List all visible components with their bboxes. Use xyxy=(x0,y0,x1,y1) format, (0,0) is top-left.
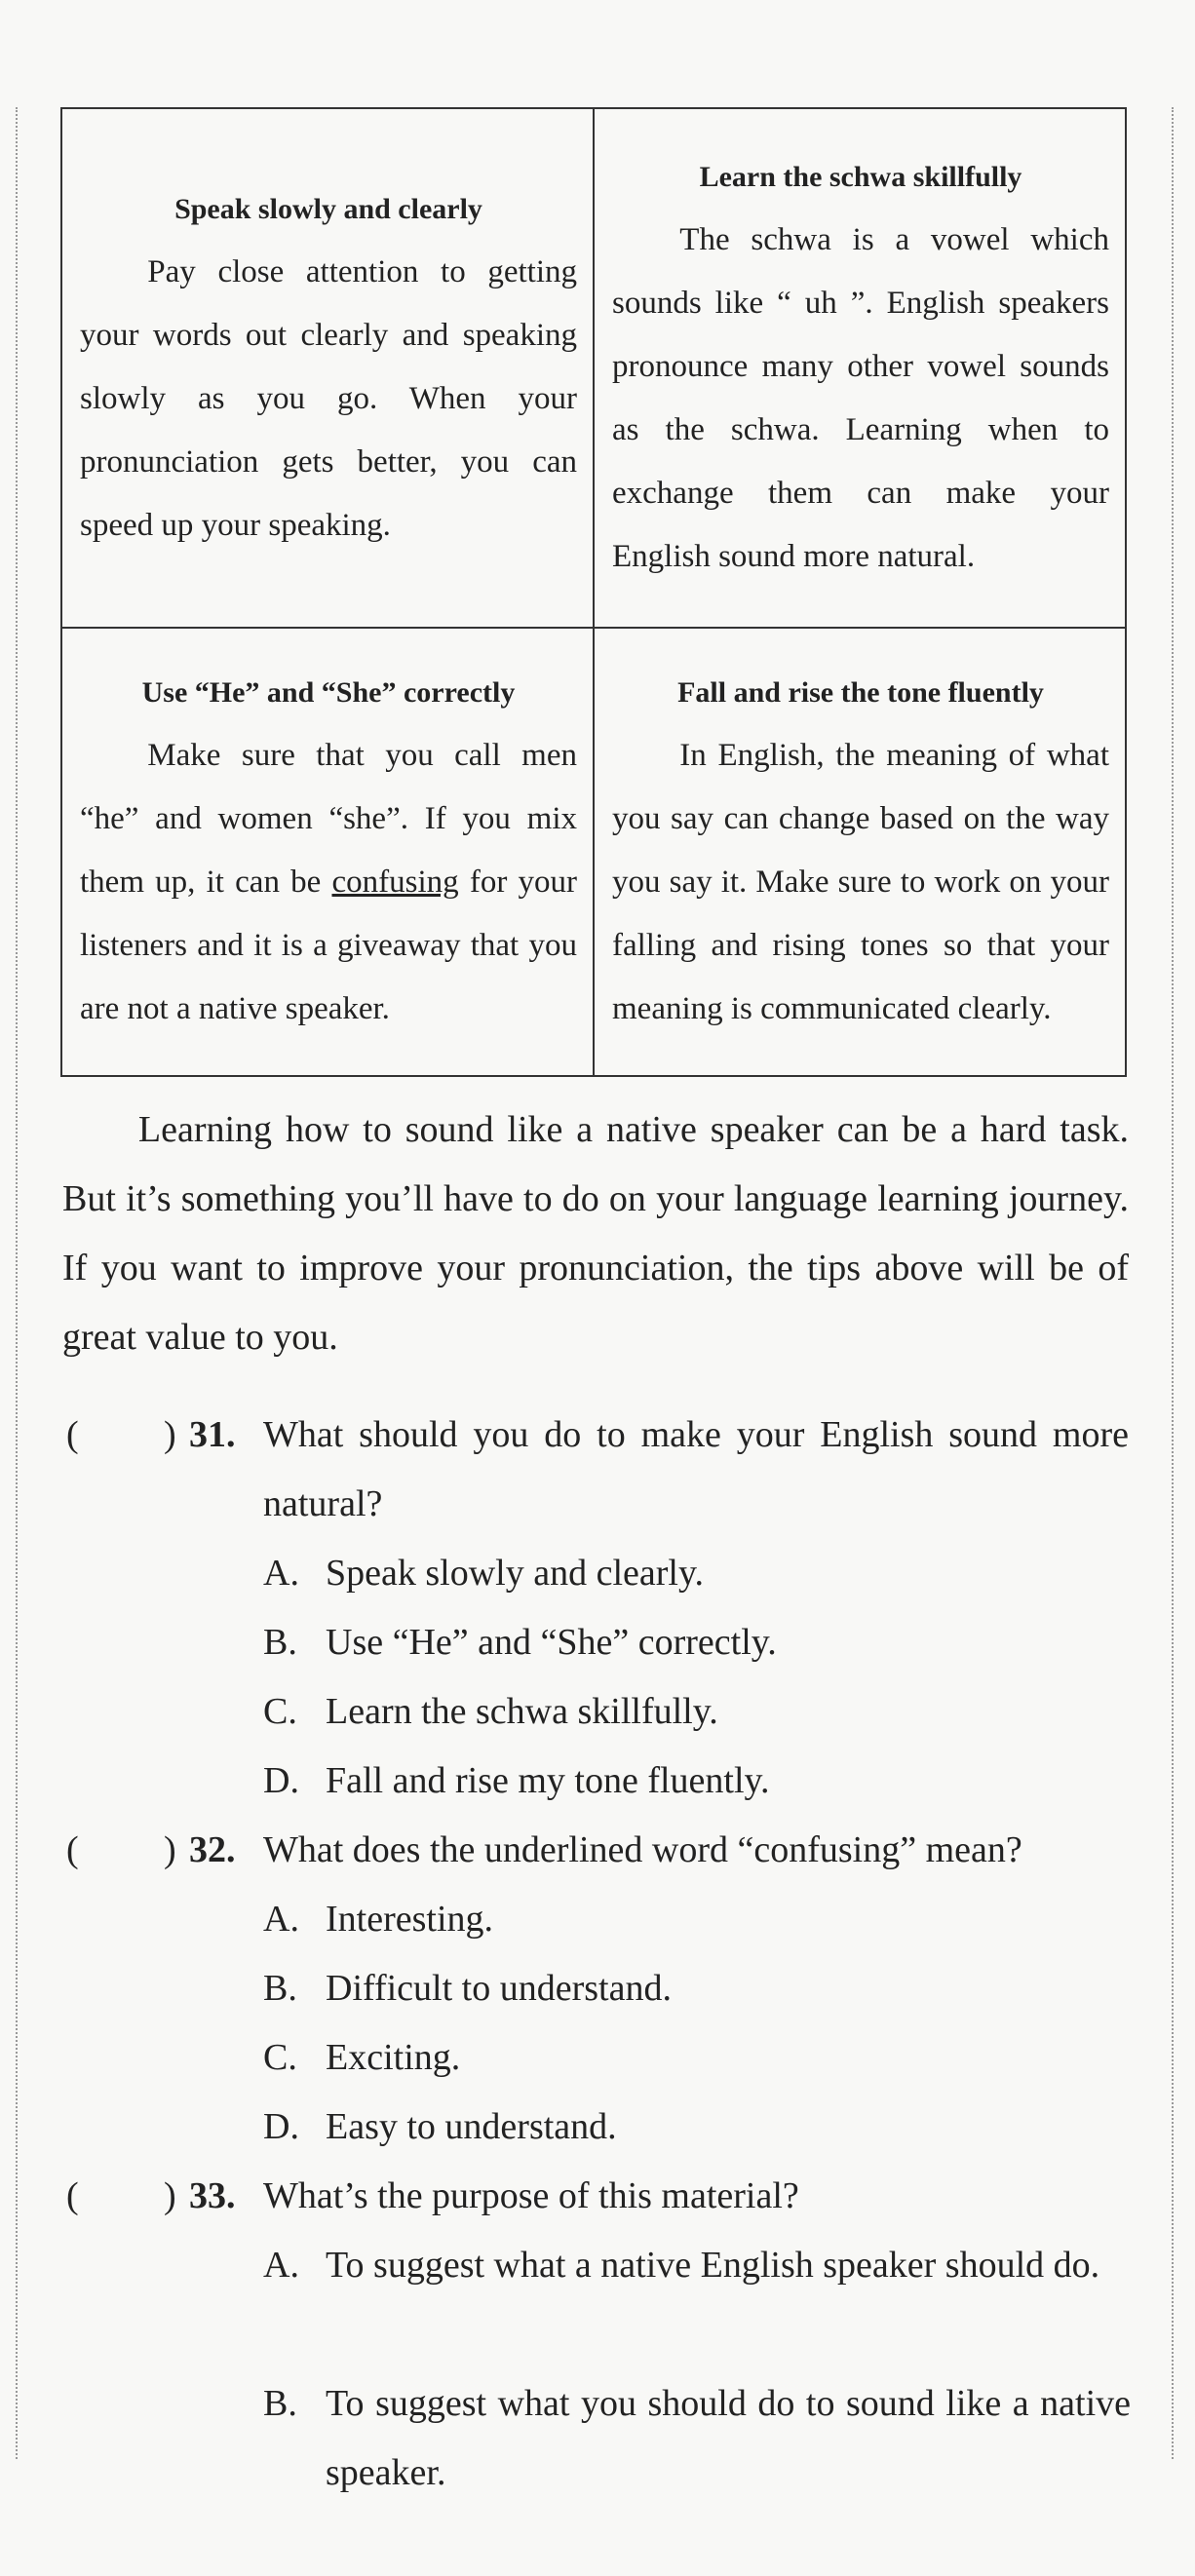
tip-cell-tone xyxy=(594,628,1126,1076)
tip-cell-schwa xyxy=(594,108,1126,628)
left-binding-line xyxy=(16,107,18,2459)
option-letter: C. xyxy=(263,1691,297,1732)
option-text: To suggest what a native English speaker should do. xyxy=(326,2245,1100,2286)
question-text: What should you do to make your English sound more natural? xyxy=(263,1414,1129,1524)
tip-cell-speak-slowly xyxy=(61,108,594,628)
tip-title: Use “He” and “She” correctly xyxy=(141,676,516,710)
option-31-c xyxy=(263,1677,1131,1747)
option-text: Interesting. xyxy=(326,1899,494,1940)
answer-paren-close: ) xyxy=(164,1414,176,1455)
answer-paren-open: ( xyxy=(66,1414,79,1455)
option-letter: D. xyxy=(263,2106,299,2147)
tips-table xyxy=(60,107,1127,1077)
right-binding-line xyxy=(1172,107,1174,2459)
option-31-b xyxy=(263,1608,1131,1677)
answer-paren-close: ) xyxy=(164,1829,176,1870)
question-number: 33. xyxy=(189,2175,236,2216)
question-33 xyxy=(62,2162,1129,2231)
tip-title: Fall and rise the tone fluently xyxy=(677,676,1044,710)
tip-title: Speak slowly and clearly xyxy=(174,192,482,225)
question-number: 31. xyxy=(189,1414,236,1455)
question-32 xyxy=(62,1816,1129,1885)
option-31-a xyxy=(263,1539,1131,1608)
tip-title: Learn the schwa skillfully xyxy=(699,161,1022,194)
option-letter: A. xyxy=(263,2245,299,2286)
answer-paren-open: ( xyxy=(66,2175,79,2216)
tip-body-text: Make sure that you call men “he” and women “she”. If you mix them up, it can be xyxy=(80,738,577,901)
option-33-b xyxy=(263,2369,1131,2508)
option-text: Fall and rise my tone fluently. xyxy=(326,1760,770,1801)
tip-cell-he-she xyxy=(61,628,594,1076)
option-letter: C. xyxy=(263,2037,297,2078)
answer-paren-close: ) xyxy=(164,2175,176,2216)
tips-row xyxy=(61,628,1126,1076)
question-31 xyxy=(62,1401,1129,1539)
tip-body xyxy=(80,724,577,1041)
option-text: To suggest what you should do to sound like a native speaker. xyxy=(326,2383,1131,2493)
option-letter: A. xyxy=(263,1899,299,1940)
tip-body: The schwa is a vowel which sounds like “ uh ”. English speakers pronounce many other vowel sounds as the schwa. Learning when to exchange them can make your English sound more natural. xyxy=(612,222,1109,575)
tip-body: Pay close attention to getting your words out clearly and speaking slowly as you go. When your pronunciation gets better, you can speed up your speaking. xyxy=(80,253,577,543)
option-text: Learn the schwa skillfully. xyxy=(326,1691,718,1732)
option-33-a xyxy=(263,2231,1131,2300)
answer-paren-open: ( xyxy=(66,1829,79,1870)
closing-passage: Learning how to sound like a native speaker can be a hard task. But it’s something you’ll have to do on your language learning journey. If you want to improve your pronunciation, the tips above will be of great value to you. xyxy=(62,1109,1129,1358)
option-letter: B. xyxy=(263,1968,297,2009)
option-32-b xyxy=(263,1954,1131,2023)
tips-row xyxy=(61,108,1126,628)
option-text: Exciting. xyxy=(326,2037,461,2078)
tip-body-text: for your listeners and it is a giveaway that you are not a native speaker. xyxy=(80,865,577,1027)
question-number: 32. xyxy=(189,1829,236,1870)
option-letter: A. xyxy=(263,1553,299,1594)
option-32-a xyxy=(263,1885,1131,1954)
option-letter: B. xyxy=(263,1622,297,1663)
option-32-d xyxy=(263,2093,1131,2162)
option-letter: D. xyxy=(263,1760,299,1801)
option-text: Use “He” and “She” correctly. xyxy=(326,1622,777,1663)
option-text: Easy to understand. xyxy=(326,2106,617,2147)
question-text: What’s the purpose of this material? xyxy=(263,2175,799,2216)
option-31-d xyxy=(263,1747,1131,1816)
question-text: What does the underlined word “confusing” mean? xyxy=(263,1829,1022,1870)
option-text: Difficult to understand. xyxy=(326,1968,672,2009)
underlined-word-confusing: confusing xyxy=(331,865,459,901)
tip-body: In English, the meaning of what you say can change based on the way you say it. Make sure to work on your falling and rising tones so that your meaning is communicated clearly. xyxy=(612,738,1109,1027)
option-letter: B. xyxy=(263,2383,297,2424)
option-text: Speak slowly and clearly. xyxy=(326,1553,704,1594)
option-32-c xyxy=(263,2023,1131,2093)
